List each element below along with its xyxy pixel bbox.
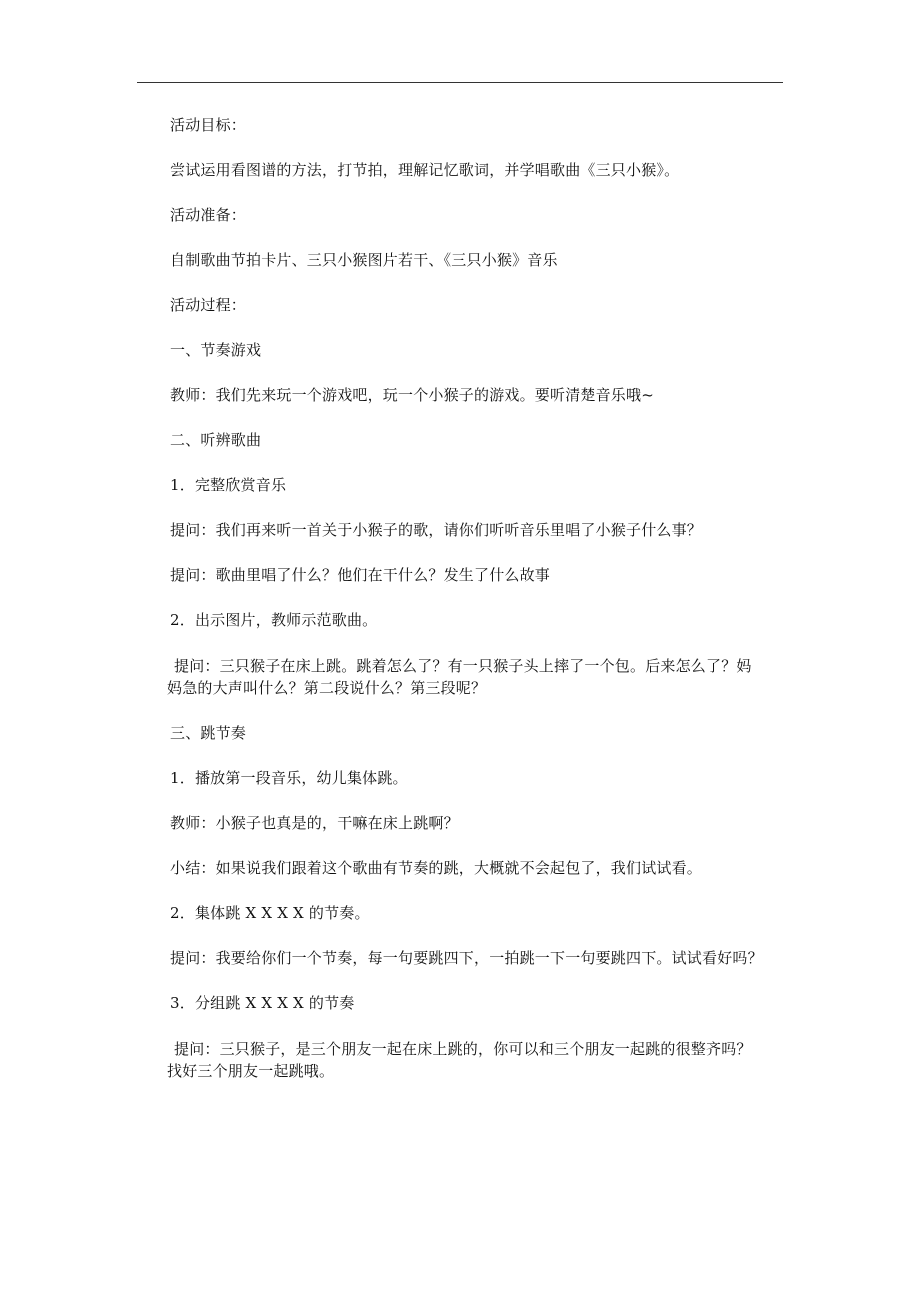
question-line-1: 提问：我们再来听一首关于小猴子的歌，请你们听听音乐里唱了小猴子什么事？ [170,521,703,539]
goal-text: 尝试运用看图谱的方法，打节拍，理解记忆歌词，并学唱歌曲《三只小猴》。 [170,161,680,179]
question-paragraph-5 [167,1038,787,1082]
sub-step-2-2: 2．出示图片，教师示范歌曲。 [170,611,378,629]
question-paragraph-3-line-1: 提问：三只猴子在床上跳。跳着怎么了？有一只猴子头上摔了一个包。后来怎么了？妈 [174,657,752,675]
sub-step-3-2: 2．集体跳 X X X X 的节奏。 [170,904,370,922]
section-heading-process: 活动过程： [170,296,247,314]
section-heading-preparation: 活动准备： [170,206,247,224]
summary-line: 小结：如果说我们跟着这个歌曲有节奏的跳，大概就不会起包了，我们试试看。 [170,859,703,877]
step-heading-2: 二、听辨歌曲 [170,431,262,449]
question-line-2: 提问：歌曲里唱了什么？他们在干什么？发生了什么故事 [170,566,551,584]
teacher-line-1: 教师：我们先来玩一个游戏吧，玩一个小猴子的游戏。要听清楚音乐哦~ [170,386,654,404]
header-rule [137,82,783,83]
question-paragraph-5-line-2: 找好三个朋友一起跳哦。 [167,1062,335,1080]
section-heading-goals: 活动目标： [170,116,247,134]
question-paragraph-3-line-2: 妈急的大声叫什么？第二段说什么？第三段呢？ [167,679,487,697]
question-line-4: 提问：我要给你们一个节奏，每一句要跳四下，一拍跳一下一句要跳四下。试试看好吗？ [170,949,763,967]
step-heading-1: 一、节奏游戏 [170,341,262,359]
question-paragraph-5-line-1: 提问：三只猴子，是三个朋友一起在床上跳的，你可以和三个朋友一起跳的很整齐吗？ [174,1040,752,1058]
teacher-line-2: 教师：小猴子也真是的，干嘛在床上跳啊？ [170,814,459,832]
sub-step-3-1: 1．播放第一段音乐，幼儿集体跳。 [170,769,408,787]
preparation-text: 自制歌曲节拍卡片、三只小猴图片若干、《三只小猴》音乐 [170,251,558,269]
sub-step-2-1: 1．完整欣赏音乐 [170,476,287,494]
question-paragraph-3 [167,655,787,699]
step-heading-3: 三、跳节奏 [170,724,247,742]
sub-step-3-3: 3．分组跳 X X X X 的节奏 [170,994,355,1012]
